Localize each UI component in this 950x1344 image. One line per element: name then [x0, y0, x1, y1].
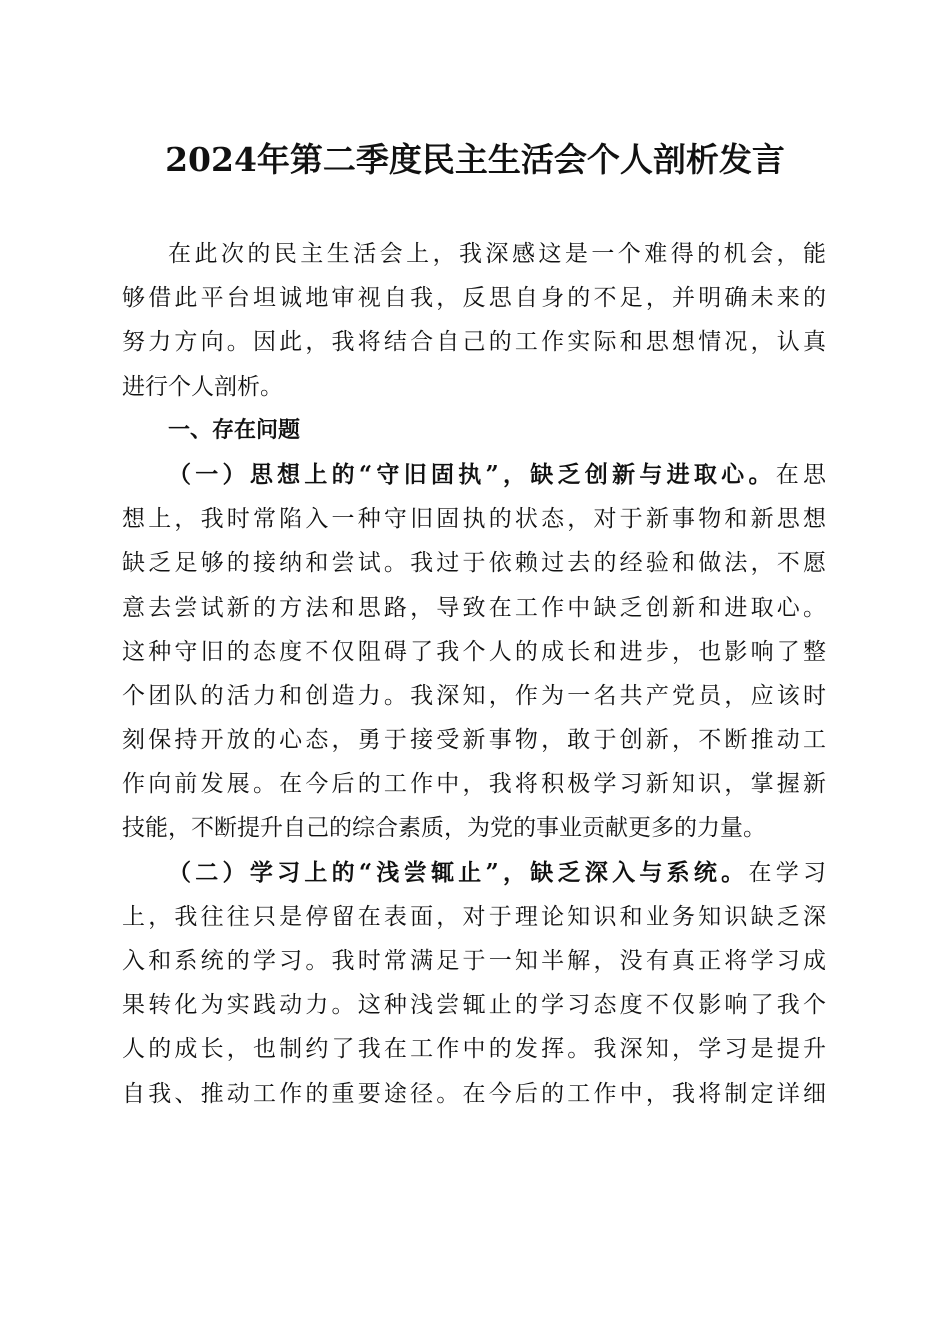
item1-line: 个团队的活力和创造力。我深知，作为一名共产党员，应该时	[122, 682, 826, 709]
intro-line: 努力方向。因此，我将结合自己的工作实际和思想情况，认真	[122, 329, 826, 356]
item2-first-line-rest: 在学习	[748, 859, 826, 886]
document-body	[122, 232, 826, 1116]
item1-line: 作向前发展。在今后的工作中，我将积极学习新知识，掌握新	[122, 771, 826, 798]
item2-line: 人的成长，也制约了我在工作中的发挥。我深知，学习是提升	[122, 1036, 826, 1063]
item1-line: 缺乏足够的接纳和尝试。我过于依赖过去的经验和做法，不愿	[122, 550, 826, 577]
item1-heading: （一）思想上的“守旧固执”，缺乏创新与进取心。	[168, 460, 776, 488]
item1-first-line	[122, 453, 826, 497]
intro-line: 在此次的民主生活会上，我深感这是一个难得的机会，能	[168, 241, 826, 267]
item2-line: 入和系统的学习。我时常满足于一知半解，没有真正将学习成	[122, 948, 826, 974]
item2-line: 上，我往往只是停留在表面，对于理论知识和业务知识缺乏深	[122, 903, 826, 930]
item2-heading: （二）学习上的“浅尝辄止”，缺乏深入与系统。	[168, 858, 749, 886]
item2-line: 果转化为实践动力。这种浅尝辄止的学习态度不仅影响了我个	[122, 992, 826, 1019]
intro-line: 够借此平台坦诚地审视自我，反思自身的不足，并明确未来的	[122, 285, 826, 312]
item1-first-line-rest: 在思	[775, 461, 826, 488]
item1-line: 想上，我时常陷入一种守旧固执的状态，对于新事物和新思想	[122, 506, 826, 533]
document-title: 2024年第二季度民主生活会个人剖析发言	[165, 140, 785, 179]
item1-line: 技能，不断提升自己的综合素质，为党的事业贡献更多的力量。	[122, 815, 766, 842]
item2-first-line	[122, 851, 826, 895]
item2-line: 自我、推动工作的重要途径。在今后的工作中，我将制定详细	[122, 1080, 826, 1107]
section-heading: 一、存在问题	[168, 417, 301, 443]
intro-line: 进行个人剖析。	[122, 373, 283, 400]
item1-line: 这种守旧的态度不仅阻碍了我个人的成长和进步，也影响了整	[122, 638, 826, 665]
item1-line: 意去尝试新的方法和思路，导致在工作中缺乏创新和进取心。	[122, 594, 826, 621]
item1-line: 刻保持开放的心态，勇于接受新事物，敢于创新，不断推动工	[122, 727, 826, 754]
